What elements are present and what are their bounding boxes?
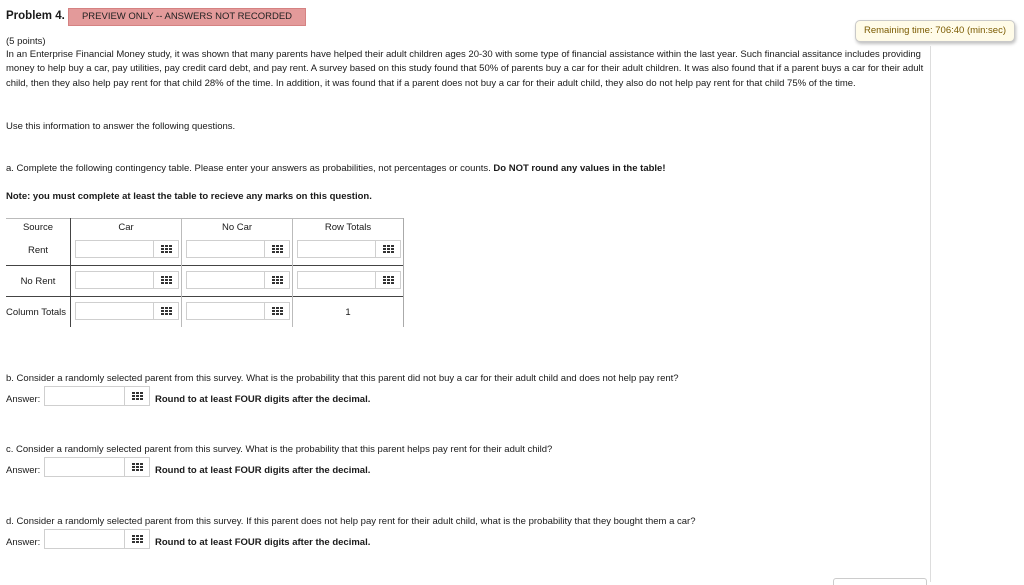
question-b-answer-label: Answer:: [6, 394, 41, 405]
question-d-round-hint: Round to at least FOUR digits after the decimal.: [155, 537, 371, 548]
keypad-grid-icon: [161, 276, 172, 284]
keypad-button[interactable]: [153, 271, 179, 289]
question-c-answer-input[interactable]: [44, 457, 124, 477]
keypad-button[interactable]: [124, 529, 150, 549]
part-a-bold: Do NOT round any values in the table!: [493, 163, 666, 174]
keypad-grid-icon: [272, 276, 283, 284]
contingency-table: [6, 218, 404, 327]
keypad-button[interactable]: [375, 240, 401, 258]
part-a-text: [6, 163, 666, 174]
no-car-column-total-input[interactable]: [186, 302, 264, 320]
header-car: Car: [71, 219, 182, 236]
right-divider: [930, 46, 931, 582]
question-d-text: d. Consider a randomly selected parent from this survey. If this parent does not help pay rent for their adult child, what is the probability that they bought them a car?: [6, 516, 696, 527]
keypad-button[interactable]: [264, 302, 290, 320]
problem-intro: In an Enterprise Financial Money study, it was shown that many parents have helped their adult children ages 20-30 with some type of financial assistance within the last year. Such financial assitance includes providing money to help buy a car, pay utilities, pay credit card debt, and pay rent. A survey based on this study found that 50% of parents buy a car for their adult children. It was also found that if a parent buys a car for their adult child, then they also help pay rent for that child 28% of the time. In addition, it was found that if a parent does not buy a car for their adult child, they also do not help pay rent for that child 75% of the time.: [6, 49, 924, 89]
part-a-instructions: a. Complete the following contingency table. Please enter your answers as probabilities, not percentages or counts.: [6, 163, 494, 174]
car-column-total-input[interactable]: [75, 302, 153, 320]
no-rent-car-input[interactable]: [75, 271, 153, 289]
grand-total: 1: [293, 297, 404, 328]
rent-no-car-input[interactable]: [186, 240, 264, 258]
keypad-grid-icon: [132, 392, 143, 400]
points: (5 points): [6, 36, 46, 47]
keypad-grid-icon: [161, 245, 172, 253]
table-note: Note: you must complete at least the table to recieve any marks on this question.: [6, 191, 372, 202]
table-row-column-totals: [6, 297, 404, 328]
keypad-grid-icon: [272, 307, 283, 315]
table-row-rent: [6, 235, 404, 266]
problem-title: Problem 4.: [6, 10, 65, 22]
table-row-no-rent: [6, 266, 404, 297]
question-c-answer-label: Answer:: [6, 465, 41, 476]
row-label-rent: Rent: [6, 235, 71, 266]
question-d-answer-label: Answer:: [6, 537, 41, 548]
no-rent-row-total-input[interactable]: [297, 271, 375, 289]
keypad-button[interactable]: [153, 302, 179, 320]
question-b-answer-input[interactable]: [44, 386, 124, 406]
keypad-grid-icon: [383, 276, 394, 284]
keypad-grid-icon: [161, 307, 172, 315]
keypad-button[interactable]: [264, 240, 290, 258]
question-c-round-hint: Round to at least FOUR digits after the decimal.: [155, 465, 371, 476]
preview-badge: PREVIEW ONLY -- ANSWERS NOT RECORDED: [68, 8, 306, 26]
remaining-time: Remaining time: 706:40 (min:sec): [855, 20, 1015, 42]
keypad-grid-icon: [272, 245, 283, 253]
keypad-grid-icon: [383, 245, 394, 253]
question-c-text: c. Consider a randomly selected parent from this survey. What is the probability that this parent helps pay rent for their adult child?: [6, 444, 553, 455]
keypad-button[interactable]: [124, 457, 150, 477]
rent-car-input[interactable]: [75, 240, 153, 258]
keypad-button[interactable]: [264, 271, 290, 289]
no-rent-no-car-input[interactable]: [186, 271, 264, 289]
keypad-grid-icon: [132, 463, 143, 471]
header-source: Source: [6, 219, 71, 236]
rent-row-total-input[interactable]: [297, 240, 375, 258]
keypad-button[interactable]: [153, 240, 179, 258]
header-no-car: No Car: [182, 219, 293, 236]
keypad-button[interactable]: [124, 386, 150, 406]
use-info: Use this information to answer the following questions.: [6, 121, 236, 132]
row-label-no-rent: No Rent: [6, 266, 71, 297]
header-row-totals: Row Totals: [293, 219, 404, 236]
keypad-grid-icon: [132, 535, 143, 543]
question-b-round-hint: Round to at least FOUR digits after the decimal.: [155, 394, 371, 405]
row-label-column-totals: Column Totals: [6, 297, 71, 328]
keypad-button[interactable]: [375, 271, 401, 289]
question-b-text: b. Consider a randomly selected parent from this survey. What is the probability that this parent did not buy a car for their adult child and does not help pay rent?: [6, 373, 679, 384]
question-d-answer-input[interactable]: [44, 529, 124, 549]
